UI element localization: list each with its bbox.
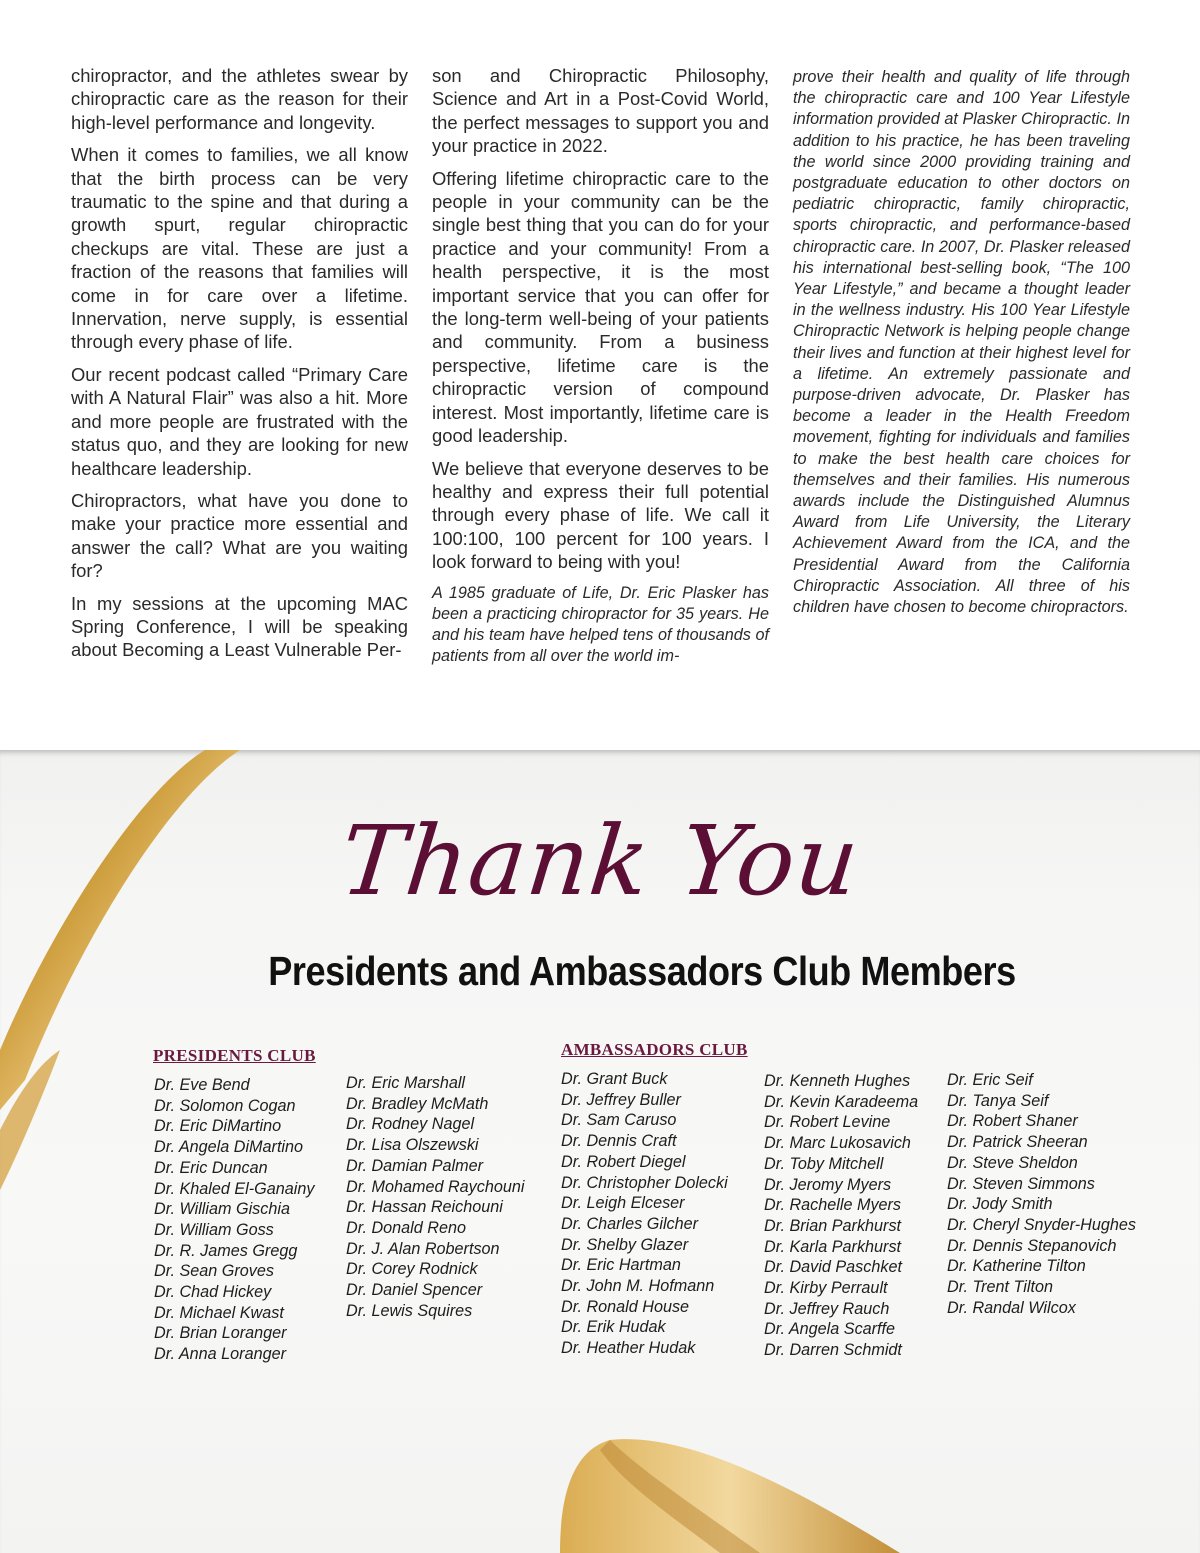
thank-you-title: Thank You	[335, 805, 865, 917]
member-name: Dr. Angela Scarffe	[764, 1320, 896, 1339]
article-column-1	[71, 64, 408, 671]
member-name: Dr. Dennis Craft	[561, 1132, 677, 1151]
member-name: Dr. Mohamed Raychouni	[346, 1177, 525, 1196]
member-name: Dr. Tanya Seif	[947, 1091, 1049, 1110]
member-name: Dr. Jeffrey Rauch	[764, 1299, 890, 1318]
member-name: Dr. Damian Palmer	[346, 1156, 484, 1175]
member-name: Dr. Khaled El-Ganainy	[154, 1179, 315, 1198]
member-name: Dr. Toby Mitchell	[764, 1154, 884, 1173]
member-name: Dr. Corey Rodnick	[346, 1260, 478, 1279]
member-name: Dr. John M. Hofmann	[561, 1277, 715, 1296]
member-name: Dr. Rachelle Myers	[764, 1196, 902, 1215]
member-name: Dr. Leigh Elceser	[561, 1194, 685, 1213]
member-name: Dr. Patrick Sheeran	[947, 1133, 1088, 1152]
member-name: Dr. Ronald House	[561, 1297, 690, 1316]
member-name: Dr. Solomon Cogan	[154, 1096, 296, 1115]
author-bio-part-2: prove their health and quality of life through the chiropractic care and 100 Year Lifestyle information provided at Plasker Chiropractic. In addition to his practice, he has been traveling the world since 2000 providing training and postgraduate education to other doctors on pediatric chiropractic, family chiropractic, sports chiropractic, and performance-based chiropractic care. In 2007, Dr. Plasker released his international best-selling book, “The 100 Year Lifestyle,” and became a thought leader in the wellness industry. His 100 Year Lifestyle Chiropractic Network is helping people change their lives and function at their highest level for a lifetime. An extremely passionate and purpose-driven advocate, Dr. Plasker has become a leader in the Health Freedom movement, fighting for individuals and families to make the best health care choices for themselves and their families. His numerous awards include the Distinguished Alumnus Award from Life University, the Literary Achievement Award from the ICA, and the Presidential Award from the California Chiropractic Association. All three of his children have chosen to become chiropractors.	[793, 68, 1130, 617]
paragraph: When it comes to families, we all know that the birth process can be very traumatic to the spine and that during a growth spurt, regular chiropractic checkups are vital. These are just a fraction of the reasons that families will come in for care over a lifetime. Innervation, nerve supply, is essential through every phase of life.	[71, 144, 408, 353]
member-name: Dr. Erik Hudak	[561, 1318, 666, 1337]
paragraph: Chiropractors, what have you done to make your practice more essential and answer the call? What are you waiting for?	[71, 489, 408, 582]
member-name: Dr. Darren Schmidt	[764, 1341, 902, 1360]
presidents-column-2	[346, 1073, 524, 1321]
member-name: Dr. Steve Sheldon	[947, 1153, 1078, 1172]
member-name: Dr. William Gischia	[154, 1200, 290, 1219]
article-section	[0, 0, 1200, 750]
member-name: Dr. Brian Parkhurst	[764, 1216, 902, 1235]
ambassadors-column-1	[561, 1069, 728, 1359]
member-name: Dr. Donald Reno	[346, 1218, 466, 1237]
author-bio-part-1: A 1985 graduate of Life, Dr. Eric Plasker has been a practicing chiropractor for 35 years. He and his team have helped tens of thousands of patients from all over the world im-	[432, 583, 769, 666]
member-name: Dr. Heather Hudak	[561, 1339, 696, 1358]
paragraph: We believe that everyone deserves to be healthy and express their full potential through every phase of life. We call it 100:100, 100 percent for 100 years. I look forward to being with you!	[432, 457, 769, 573]
member-name: Dr. Shelby Glazer	[561, 1235, 689, 1254]
member-name: Dr. William Goss	[154, 1220, 274, 1239]
article-column-2	[432, 64, 769, 676]
member-name: Dr. Sean Groves	[154, 1262, 274, 1281]
member-name: Dr. Eve Bend	[154, 1076, 250, 1094]
member-name: Dr. R. James Gregg	[154, 1241, 298, 1260]
banner-subtitle: Presidents and Ambassadors Club Members	[268, 948, 1016, 994]
member-name: Dr. Michael Kwast	[154, 1303, 284, 1322]
member-name: Dr. Jeffrey Buller	[561, 1090, 681, 1109]
ambassadors-column-3	[947, 1070, 1136, 1318]
member-name: Dr. Cheryl Snyder-Hughes	[947, 1215, 1136, 1234]
member-name: Dr. Robert Diegel	[561, 1152, 686, 1171]
member-name: Dr. Eric DiMartino	[154, 1117, 282, 1136]
paragraph: chiropractor, and the athletes swear by chiropractic care as the reason for their high-level performance and longevity.	[71, 65, 408, 133]
member-name: Dr. J. Alan Robertson	[346, 1239, 500, 1258]
member-name: Dr. Steven Simmons	[947, 1174, 1095, 1193]
paragraph: son and Chiropractic Philosophy, Science and Art in a Post-Covid World, the perfect messages to support you and your practice in 2022.	[432, 65, 769, 157]
member-name: Dr. Lewis Squires	[346, 1301, 473, 1320]
member-name: Dr. Christopher Dolecki	[561, 1173, 728, 1192]
member-name: Dr. Angela DiMartino	[154, 1138, 304, 1157]
paragraph: Our recent podcast called “Primary Care with A Natural Flair” was also a hit. More and more people are frustrated with the status quo, and they are looking for new healthcare leadership.	[71, 363, 408, 479]
member-name: Dr. David Paschket	[764, 1258, 902, 1277]
presidents-column-1	[154, 1075, 314, 1365]
member-name: Dr. Marc Lukosavich	[764, 1134, 911, 1153]
paragraph: In my sessions at the upcoming MAC Spring Conference, I will be speaking about Becoming a Least Vulnerable Per-	[71, 592, 408, 661]
member-name: Dr. Robert Levine	[764, 1113, 891, 1132]
thank-you-banner	[0, 750, 1200, 1553]
member-name: Dr. Randal Wilcox	[947, 1298, 1076, 1317]
member-name: Dr. Katherine Tilton	[947, 1257, 1086, 1276]
member-name: Dr. Kenneth Hughes	[764, 1072, 911, 1090]
member-name: Dr. Chad Hickey	[154, 1283, 272, 1302]
member-name: Dr. Karla Parkhurst	[764, 1237, 902, 1256]
member-name: Dr. Eric Hartman	[561, 1256, 681, 1275]
member-name: Dr. Grant Buck	[561, 1070, 668, 1088]
ambassadors-column-2	[764, 1071, 918, 1361]
member-name: Dr. Eric Marshall	[346, 1074, 466, 1092]
member-name: Dr. Kirby Perrault	[764, 1279, 888, 1298]
member-name: Dr. Anna Loranger	[154, 1345, 286, 1364]
member-name: Dr. Lisa Olszewski	[346, 1136, 479, 1155]
member-name: Dr. Daniel Spencer	[346, 1281, 483, 1300]
member-name: Dr. Eric Seif	[947, 1071, 1033, 1089]
member-name: Dr. Hassan Reichouni	[346, 1198, 503, 1217]
member-name: Dr. Rodney Nagel	[346, 1115, 475, 1134]
member-name: Dr. Robert Shaner	[947, 1112, 1078, 1131]
member-name: Dr. Kevin Karadeema	[764, 1092, 919, 1111]
member-name: Dr. Eric Duncan	[154, 1158, 268, 1177]
presidents-club-heading: PRESIDENTS CLUB	[153, 1046, 316, 1065]
member-name: Dr. Brian Loranger	[154, 1324, 287, 1343]
member-name: Dr. Jody Smith	[947, 1195, 1053, 1214]
paragraph: Offering lifetime chiropractic care to the people in your community can be the single best thing that you can do for your practice and your community! From a health perspective, it is the most important service that you can offer for the long-term well-being of your patients and community. From a business perspective, lifetime care is the chiropractic version of compound interest. Most importantly, lifetime care is good leadership.	[432, 167, 769, 447]
member-name: Dr. Sam Caruso	[561, 1111, 677, 1130]
member-name: Dr. Bradley McMath	[346, 1094, 489, 1113]
member-name: Dr. Dennis Stepanovich	[947, 1236, 1117, 1255]
article-column-3	[793, 67, 1130, 627]
member-name: Dr. Trent Tilton	[947, 1278, 1053, 1297]
member-name: Dr. Charles Gilcher	[561, 1214, 699, 1233]
ambassadors-club-heading: AMBASSADORS CLUB	[561, 1040, 748, 1059]
member-name: Dr. Jeromy Myers	[764, 1175, 892, 1194]
